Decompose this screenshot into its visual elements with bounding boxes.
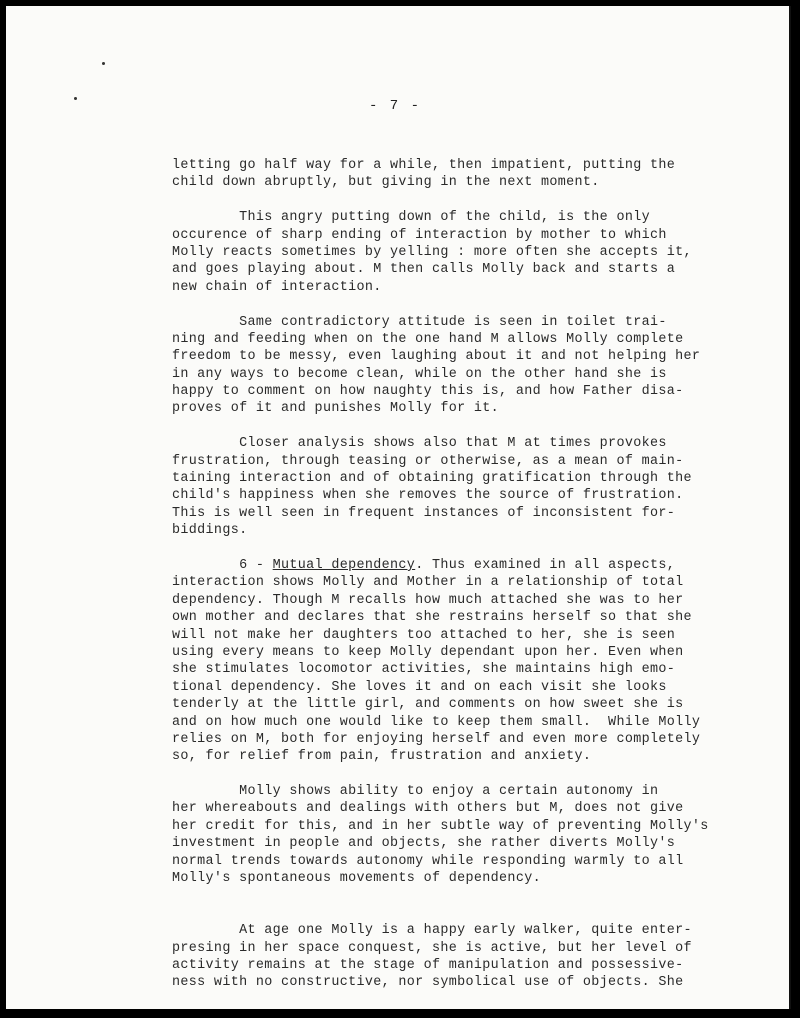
text-line: using every means to keep Molly dependant upon her. Even when <box>172 644 684 660</box>
text-line: proves of it and punishes Molly for it. <box>172 401 500 417</box>
text-line: taining interaction and of obtaining gratification through the <box>172 471 692 487</box>
margin-mark <box>74 97 77 100</box>
text-line: ness with no constructive, nor symbolical use of objects. She <box>172 975 684 991</box>
paragraph <box>172 557 772 766</box>
text-line: Molly reacts sometimes by yelling : more often she accepts it, <box>172 244 692 260</box>
text-line: new chain of interaction. <box>172 279 382 295</box>
document-page <box>6 6 791 1009</box>
text-line: child down abruptly, but giving in the next moment. <box>172 175 600 191</box>
paragraph <box>172 435 772 539</box>
margin-mark <box>102 62 105 65</box>
text-line: At age one Molly is a happy early walker, quite enter- <box>172 923 692 939</box>
text-line: and goes playing about. M then calls Molly back and starts a <box>172 262 676 278</box>
text-line: tional dependency. She loves it and on each visit she looks <box>172 679 667 695</box>
text-line: dependency. Though M recalls how much attached she was to her <box>172 592 684 608</box>
text-line: biddings. <box>172 523 248 539</box>
text-line: own mother and declares that she restrains herself so that she <box>172 610 692 626</box>
body-text <box>172 157 772 992</box>
text-line: interaction shows Molly and Mother in a relationship of total <box>172 575 684 591</box>
paragraph <box>172 209 772 296</box>
text-line: and on how much one would like to keep them small. While Molly <box>172 714 701 730</box>
text-line: her credit for this, and in her subtle way of preventing Molly's <box>172 818 709 834</box>
text-line: activity remains at the stage of manipulation and possessive- <box>172 957 684 973</box>
text-line: happy to comment on how naughty this is, and how Father disa- <box>172 384 684 400</box>
text-line: presing in her space conquest, she is active, but her level of <box>172 940 692 956</box>
section-number: 6 - <box>172 557 273 573</box>
text-line: This is well seen in frequent instances of inconsistent for- <box>172 505 676 521</box>
text-line: Molly's spontaneous movements of dependency. <box>172 871 541 887</box>
text-line: occurence of sharp ending of interaction by mother to which <box>172 227 667 243</box>
text-line: This angry putting down of the child, is the only <box>172 210 650 226</box>
text-line: normal trends towards autonomy while responding warmly to all <box>172 853 684 869</box>
paragraph <box>172 922 772 992</box>
text-line: frustration, through teasing or otherwise, as a mean of main- <box>172 453 684 469</box>
text-line: she stimulates locomotor activities, she maintains high emo- <box>172 662 676 678</box>
text-line: tenderly at the little girl, and comments on how sweet she is <box>172 697 684 713</box>
text-line: relies on M, both for enjoying herself and even more completely <box>172 731 701 747</box>
text-line: investment in people and objects, she rather diverts Molly's <box>172 836 676 852</box>
text-line: Closer analysis shows also that M at times provokes <box>172 436 667 452</box>
text-line: in any ways to become clean, while on the other hand she is <box>172 366 667 382</box>
text-line: letting go half way for a while, then impatient, putting the <box>172 158 676 173</box>
section-heading-line <box>172 557 772 574</box>
text-line: so, for relief from pain, frustration and anxiety. <box>172 749 592 765</box>
paragraph <box>172 157 772 192</box>
text-line: freedom to be messy, even laughing about it and not helping her <box>172 349 701 365</box>
text-line: Molly shows ability to enjoy a certain autonomy in <box>172 784 659 800</box>
text-line: Same contradictory attitude is seen in toilet trai- <box>172 314 667 330</box>
section-title: Mutual dependency <box>272 557 416 573</box>
heading-continuation: . Thus examined in all aspects, <box>415 557 676 573</box>
text-line: her whereabouts and dealings with others but M, does not give <box>172 801 684 817</box>
text-line: will not make her daughters too attached to her, she is seen <box>172 627 676 643</box>
text-line: child's happiness when she removes the source of frustration. <box>172 488 684 504</box>
paragraph <box>172 314 772 418</box>
page-number: - 7 - <box>369 98 422 114</box>
paragraph <box>172 783 772 887</box>
text-line: ning and feeding when on the one hand M allows Molly complete <box>172 331 684 347</box>
